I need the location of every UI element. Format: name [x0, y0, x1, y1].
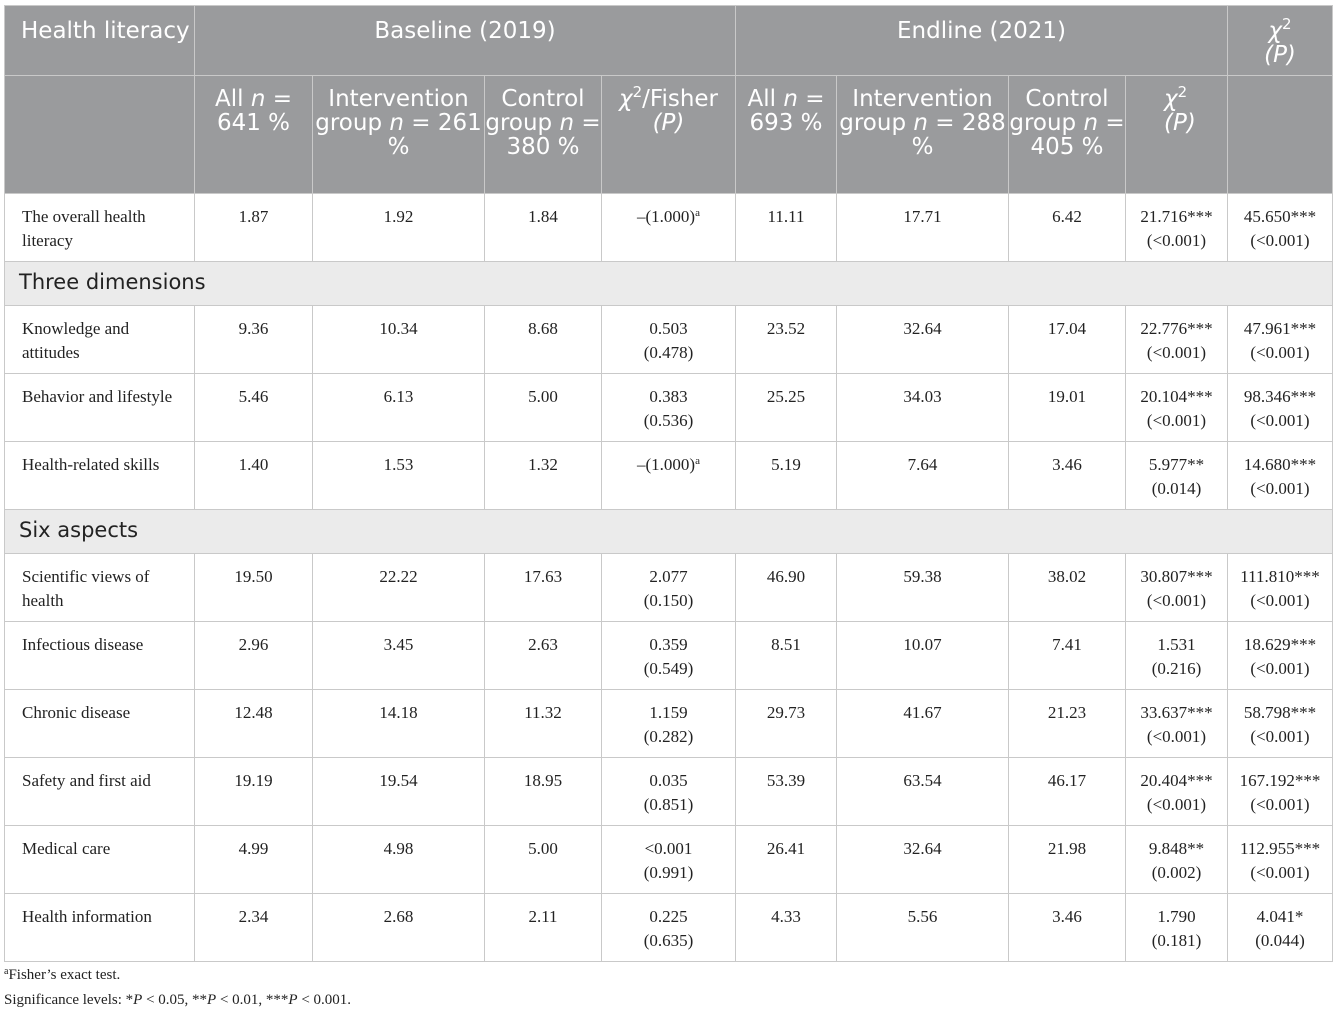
chi-superscript: 2: [1177, 83, 1188, 101]
chi-p-value: (0.044): [1255, 931, 1305, 950]
footnote-text: < 0.05,: [142, 992, 193, 1008]
n-symbol: n: [783, 86, 798, 112]
row-label: Health information: [5, 894, 195, 962]
cell-e-int: 10.07: [837, 622, 1009, 690]
cell-b-ctl: 18.95: [485, 758, 602, 826]
chi-value: 5.977**: [1148, 455, 1205, 474]
p-label: (P): [1264, 42, 1296, 68]
cell-b-int: 6.13: [313, 374, 485, 442]
header-empty: [1228, 76, 1333, 194]
header-endline-all: [736, 76, 837, 194]
chi-value: 167.192***: [1239, 771, 1321, 790]
cell-e-ctl: 7.41: [1009, 622, 1126, 690]
test-value: <0.001: [644, 839, 693, 858]
chi-value: 30.807***: [1140, 567, 1213, 586]
chi-value: 112.955***: [1239, 839, 1321, 858]
n-symbol: n: [913, 110, 928, 136]
chi-p-value: (<0.001): [1146, 795, 1207, 814]
footnote-text: < 0.001.: [297, 992, 352, 1008]
section-row: [5, 510, 1333, 554]
header-text: All: [747, 86, 784, 112]
cell-e-all: 4.33: [736, 894, 837, 962]
chi-p-value: (<0.001): [1146, 231, 1207, 250]
cell-e-ctl: 46.17: [1009, 758, 1126, 826]
cell-e-chi: [1126, 554, 1228, 622]
chi-value: 20.404***: [1140, 771, 1213, 790]
cell-b-ctl: 1.32: [485, 442, 602, 510]
chi-p-value: (<0.001): [1146, 411, 1207, 430]
chi-value: 47.961***: [1243, 319, 1317, 338]
footnote-text: < 0.01,: [216, 992, 266, 1008]
cell-b-test: [602, 758, 736, 826]
chi-p-value: (<0.001): [1250, 411, 1310, 430]
chi-symbol: χ: [1268, 18, 1283, 44]
cell-e-int: 32.64: [837, 826, 1009, 894]
footnote-p: P: [288, 992, 298, 1008]
footnote-text: *: [125, 992, 134, 1008]
header-endline-intervention: [837, 76, 1009, 194]
cell-b-all: 12.48: [195, 690, 313, 758]
header-text: = 380 %: [506, 110, 601, 160]
chi-value: 14.680***: [1243, 455, 1317, 474]
chi-value: 4.041*: [1256, 907, 1304, 926]
test-p-value: (0.282): [643, 727, 694, 746]
header-endline: Endline (2021): [736, 6, 1228, 76]
chi-symbol: χ: [1164, 86, 1178, 112]
test-value: 2.077: [649, 567, 688, 586]
chi-superscript: 2: [632, 83, 643, 101]
test-value: 1.159: [649, 703, 688, 722]
cell-chi: [1228, 758, 1333, 826]
cell-b-int: 14.18: [313, 690, 485, 758]
chi-value: 9.848**: [1148, 839, 1205, 858]
table-row: [5, 194, 1333, 262]
header-chi-square: [1228, 6, 1333, 76]
header-text: All: [215, 86, 251, 112]
cell-b-ctl: 5.00: [485, 374, 602, 442]
cell-chi: [1228, 826, 1333, 894]
test-value: 0.225: [649, 907, 688, 926]
header-text: /Fisher: [642, 86, 719, 112]
header-baseline-test: [602, 76, 736, 194]
section-heading: Three dimensions: [5, 262, 1333, 306]
cell-b-int: 4.98: [313, 826, 485, 894]
table-body: [5, 194, 1333, 962]
header-text: Control group: [485, 86, 585, 136]
chi-p-value: (<0.001): [1146, 591, 1207, 610]
chi-value: 1.790: [1157, 907, 1196, 926]
cell-e-chi: [1126, 894, 1228, 962]
cell-e-int: 17.71: [837, 194, 1009, 262]
header-text: = 261 %: [387, 110, 482, 160]
test-p-value: (0.991): [643, 863, 694, 882]
cell-b-test: [602, 374, 736, 442]
test-value: 0.503: [649, 319, 688, 338]
cell-e-int: 34.03: [837, 374, 1009, 442]
cell-e-ctl: 21.98: [1009, 826, 1126, 894]
cell-b-test: [602, 554, 736, 622]
cell-e-chi: [1126, 758, 1228, 826]
chi-value: 58.798***: [1243, 703, 1317, 722]
chi-p-value: (<0.001): [1250, 863, 1310, 882]
cell-b-all: 1.87: [195, 194, 313, 262]
cell-e-ctl: 3.46: [1009, 442, 1126, 510]
chi-p-value: (0.181): [1151, 931, 1202, 950]
chi-value: 111.810***: [1240, 567, 1320, 586]
row-label: Knowledge and attitudes: [5, 306, 195, 374]
chi-p-value: (<0.001): [1250, 591, 1310, 610]
cell-e-ctl: 6.42: [1009, 194, 1126, 262]
header-row-1: [5, 6, 1333, 76]
cell-e-all: 5.19: [736, 442, 837, 510]
footnote-p: P: [133, 992, 143, 1008]
cell-e-int: 59.38: [837, 554, 1009, 622]
chi-value: 33.637***: [1140, 703, 1213, 722]
cell-e-chi: [1126, 826, 1228, 894]
cell-b-ctl: 2.63: [485, 622, 602, 690]
cell-e-chi: [1126, 442, 1228, 510]
cell-b-all: 2.96: [195, 622, 313, 690]
header-text: Control group: [1009, 86, 1109, 136]
cell-chi: [1228, 194, 1333, 262]
cell-b-test: [602, 690, 736, 758]
test-p-value: (0.549): [643, 659, 694, 678]
cell-b-ctl: 17.63: [485, 554, 602, 622]
cell-b-all: 2.34: [195, 894, 313, 962]
cell-b-int: 3.45: [313, 622, 485, 690]
cell-b-all: 4.99: [195, 826, 313, 894]
chi-p-value: (<0.001): [1146, 343, 1207, 362]
cell-e-chi: [1126, 690, 1228, 758]
footnote-text: Significance levels:: [4, 992, 126, 1008]
table-row: [5, 306, 1333, 374]
cell-e-int: 63.54: [837, 758, 1009, 826]
cell-e-int: 5.56: [837, 894, 1009, 962]
section-row: [5, 262, 1333, 306]
chi-value: 45.650***: [1243, 207, 1317, 226]
cell-b-test: [602, 306, 736, 374]
chi-p-value: (<0.001): [1250, 479, 1310, 498]
cell-chi: [1228, 622, 1333, 690]
chi-value: 18.629***: [1243, 635, 1317, 654]
chi-value: 20.104***: [1140, 387, 1213, 406]
footnote-text: **: [192, 992, 208, 1008]
table-container: [4, 5, 1332, 962]
table-row: [5, 374, 1333, 442]
test-footnote-marker: a: [695, 207, 700, 219]
cell-b-test: [602, 622, 736, 690]
table-row: [5, 758, 1333, 826]
cell-b-test: [602, 826, 736, 894]
cell-b-ctl: 2.11: [485, 894, 602, 962]
chi-value: 98.346***: [1243, 387, 1317, 406]
p-label: (P): [652, 110, 685, 136]
cell-e-all: 25.25: [736, 374, 837, 442]
cell-b-all: 19.19: [195, 758, 313, 826]
row-label: The overall health literacy: [5, 194, 195, 262]
chi-p-value: (<0.001): [1250, 659, 1310, 678]
chi-symbol: χ: [618, 86, 633, 112]
chi-p-value: (0.014): [1151, 479, 1202, 498]
cell-e-int: 32.64: [837, 306, 1009, 374]
test-p-value: (0.150): [643, 591, 694, 610]
chi-superscript: 2: [1282, 15, 1292, 33]
test-value: –(1.000): [637, 455, 696, 474]
cell-e-all: 29.73: [736, 690, 837, 758]
chi-p-value: (0.216): [1151, 659, 1202, 678]
cell-b-all: 1.40: [195, 442, 313, 510]
cell-e-chi: [1126, 622, 1228, 690]
cell-e-ctl: 38.02: [1009, 554, 1126, 622]
row-label: Chronic disease: [5, 690, 195, 758]
table-row: [5, 622, 1333, 690]
footnote-p: P: [207, 992, 217, 1008]
cell-b-int: 2.68: [313, 894, 485, 962]
chi-p-value: (<0.001): [1250, 343, 1310, 362]
chi-p-value: (<0.001): [1250, 795, 1310, 814]
cell-b-all: 5.46: [195, 374, 313, 442]
test-p-value: (0.478): [643, 343, 694, 362]
row-label: Safety and first aid: [5, 758, 195, 826]
test-value: 0.383: [649, 387, 688, 406]
cell-e-all: 8.51: [736, 622, 837, 690]
footnote-fisher: [4, 963, 351, 988]
test-value: 0.359: [649, 635, 688, 654]
header-baseline-control: [485, 76, 602, 194]
cell-chi: [1228, 554, 1333, 622]
health-literacy-table: [4, 5, 1333, 962]
test-p-value: (0.851): [643, 795, 694, 814]
p-label: (P): [1164, 110, 1196, 136]
header-text: = 641 %: [216, 86, 292, 136]
footnote-significance: [4, 988, 351, 1013]
cell-chi: [1228, 374, 1333, 442]
row-label: Scientific views of health: [5, 554, 195, 622]
test-footnote-marker: a: [695, 455, 700, 467]
row-label: Infectious disease: [5, 622, 195, 690]
cell-b-all: 9.36: [195, 306, 313, 374]
chi-p-value: (<0.001): [1250, 727, 1310, 746]
cell-b-int: 22.22: [313, 554, 485, 622]
header-text: Intervention group: [315, 86, 469, 136]
table-row: [5, 894, 1333, 962]
cell-e-int: 7.64: [837, 442, 1009, 510]
header-text: Intervention group: [839, 86, 993, 136]
header-empty: [5, 76, 195, 194]
cell-e-all: 26.41: [736, 826, 837, 894]
test-p-value: (0.536): [643, 411, 694, 430]
chi-value: 21.716***: [1140, 207, 1213, 226]
chi-value: 22.776***: [1140, 319, 1213, 338]
cell-b-ctl: 11.32: [485, 690, 602, 758]
header-baseline: Baseline (2019): [195, 6, 736, 76]
n-symbol: n: [559, 110, 575, 136]
cell-e-chi: [1126, 374, 1228, 442]
chi-value: 1.531: [1157, 635, 1196, 654]
footnotes: [4, 963, 351, 1013]
header-endline-test: [1126, 76, 1228, 194]
section-heading: Six aspects: [5, 510, 1333, 554]
header-health-literacy: Health literacy: [5, 6, 195, 76]
row-label: Medical care: [5, 826, 195, 894]
cell-b-test: [602, 194, 736, 262]
cell-chi: [1228, 690, 1333, 758]
cell-chi: [1228, 894, 1333, 962]
cell-e-ctl: 21.23: [1009, 690, 1126, 758]
cell-b-test: [602, 894, 736, 962]
cell-e-int: 41.67: [837, 690, 1009, 758]
n-symbol: n: [1083, 110, 1099, 136]
footnote-text: Fisher’s exact test.: [8, 967, 121, 983]
chi-p-value: (<0.001): [1250, 231, 1310, 250]
chi-p-value: (0.002): [1151, 863, 1202, 882]
table-row: [5, 690, 1333, 758]
table-row: [5, 826, 1333, 894]
cell-e-ctl: 3.46: [1009, 894, 1126, 962]
n-symbol: n: [250, 86, 266, 112]
cell-e-chi: [1126, 194, 1228, 262]
header-row-2: [5, 76, 1333, 194]
header-baseline-all: [195, 76, 313, 194]
header-baseline-intervention: [313, 76, 485, 194]
cell-b-all: 19.50: [195, 554, 313, 622]
cell-b-test: [602, 442, 736, 510]
footnote-text: ***: [265, 992, 289, 1008]
cell-b-ctl: 1.84: [485, 194, 602, 262]
cell-e-all: 11.11: [736, 194, 837, 262]
table-row: [5, 554, 1333, 622]
chi-p-value: (<0.001): [1146, 727, 1207, 746]
cell-b-int: 10.34: [313, 306, 485, 374]
cell-e-chi: [1126, 306, 1228, 374]
header-text: = 405 %: [1030, 110, 1125, 160]
cell-chi: [1228, 442, 1333, 510]
row-label: Health-related skills: [5, 442, 195, 510]
test-p-value: (0.635): [643, 931, 694, 950]
row-label: Behavior and lifestyle: [5, 374, 195, 442]
cell-e-ctl: 17.04: [1009, 306, 1126, 374]
cell-b-ctl: 5.00: [485, 826, 602, 894]
cell-b-int: 1.92: [313, 194, 485, 262]
cell-e-all: 53.39: [736, 758, 837, 826]
cell-e-all: 46.90: [736, 554, 837, 622]
cell-e-ctl: 19.01: [1009, 374, 1126, 442]
cell-b-int: 19.54: [313, 758, 485, 826]
cell-b-ctl: 8.68: [485, 306, 602, 374]
header-text: = 288 %: [911, 110, 1006, 160]
test-value: –(1.000): [637, 207, 696, 226]
cell-chi: [1228, 306, 1333, 374]
cell-b-int: 1.53: [313, 442, 485, 510]
header-text: = 693 %: [749, 86, 825, 136]
table-row: [5, 442, 1333, 510]
footnote-marker: a: [4, 966, 9, 977]
n-symbol: n: [389, 110, 404, 136]
header-endline-control: [1009, 76, 1126, 194]
cell-e-all: 23.52: [736, 306, 837, 374]
test-value: 0.035: [649, 771, 688, 790]
